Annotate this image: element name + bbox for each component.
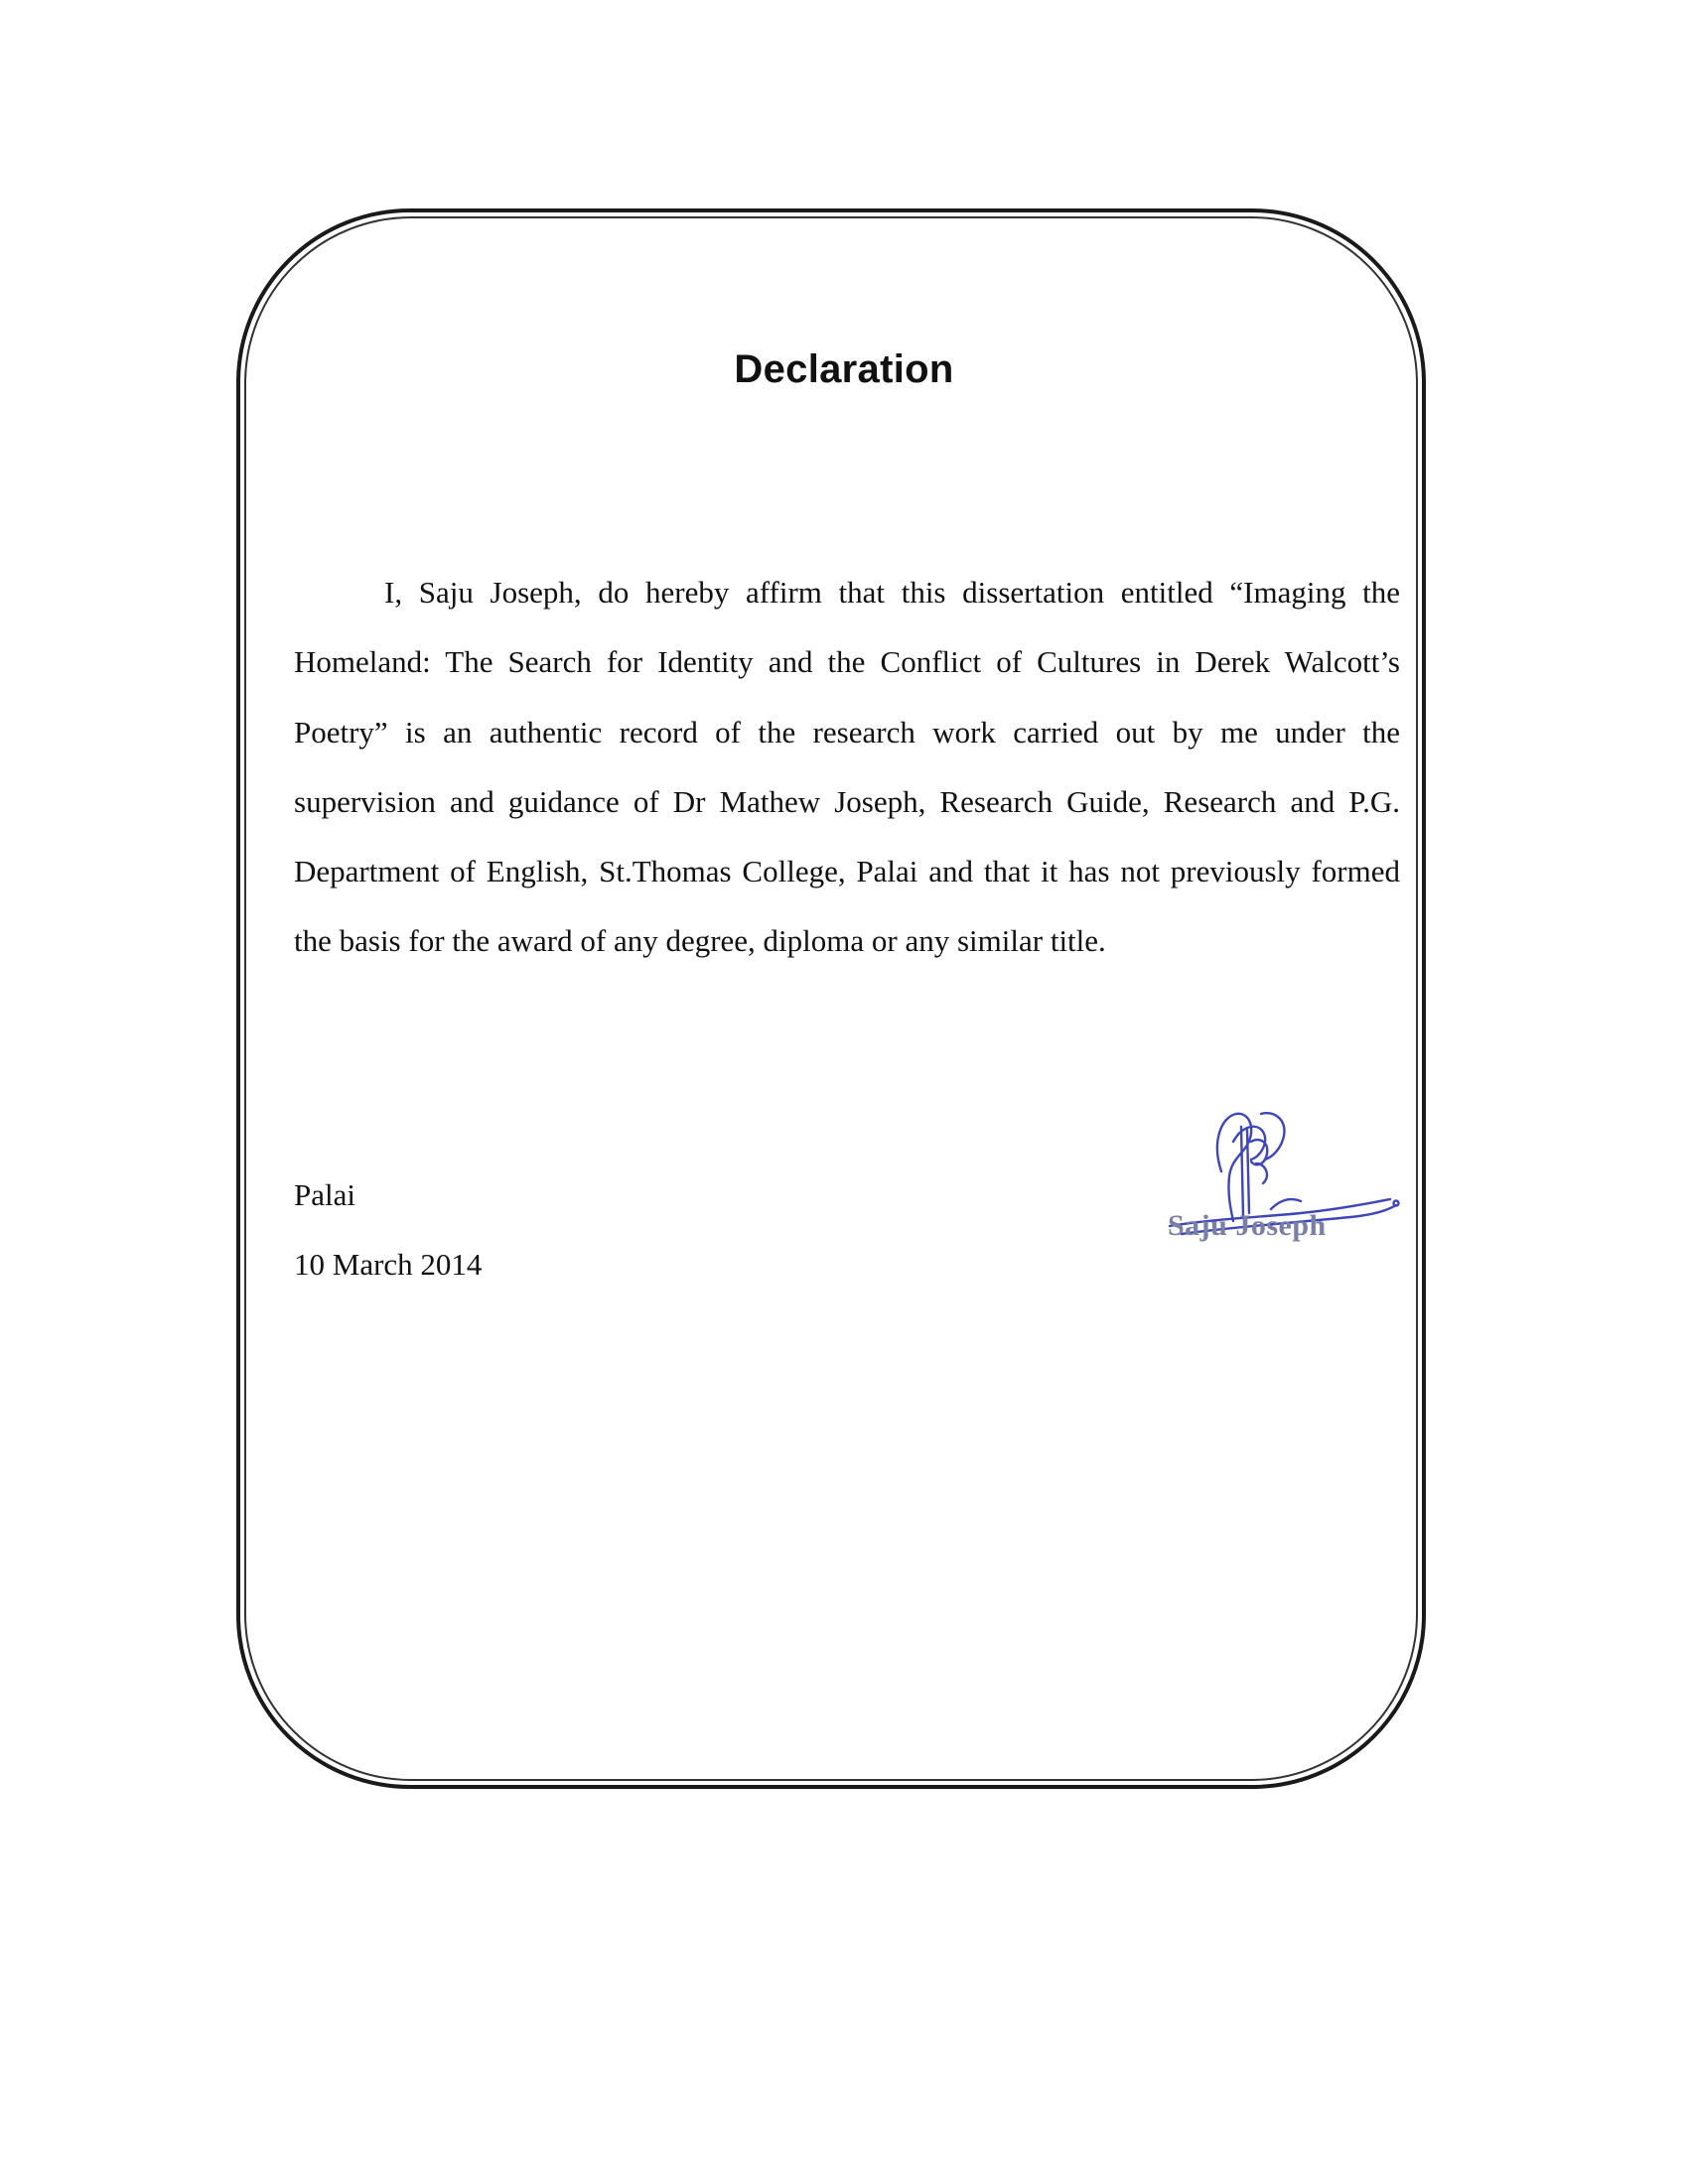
declaration-paragraph: I, Saju Joseph, do hereby affirm that this dissertation entitled “Imaging the Homeland: The Search for Identity and the Conflict of Cultures in Derek Walcott’s Poetry” is an authentic record of the research work carried out by me under the supervision and guidance of Dr Mathew Joseph, Research Guide, Research and P.G. Department of English, St.Thomas College, Palai and that it has not previously formed the basis for the award of any degree, diploma or any similar title. (294, 575, 1400, 959)
page-title: Declaration (734, 347, 954, 391)
date-label: 10 March 2014 (294, 1247, 483, 1282)
place-label: Palai (294, 1177, 355, 1212)
signature-name-stamp: Saju Joseph (1168, 1209, 1327, 1242)
page-border-inner (244, 216, 1418, 1781)
